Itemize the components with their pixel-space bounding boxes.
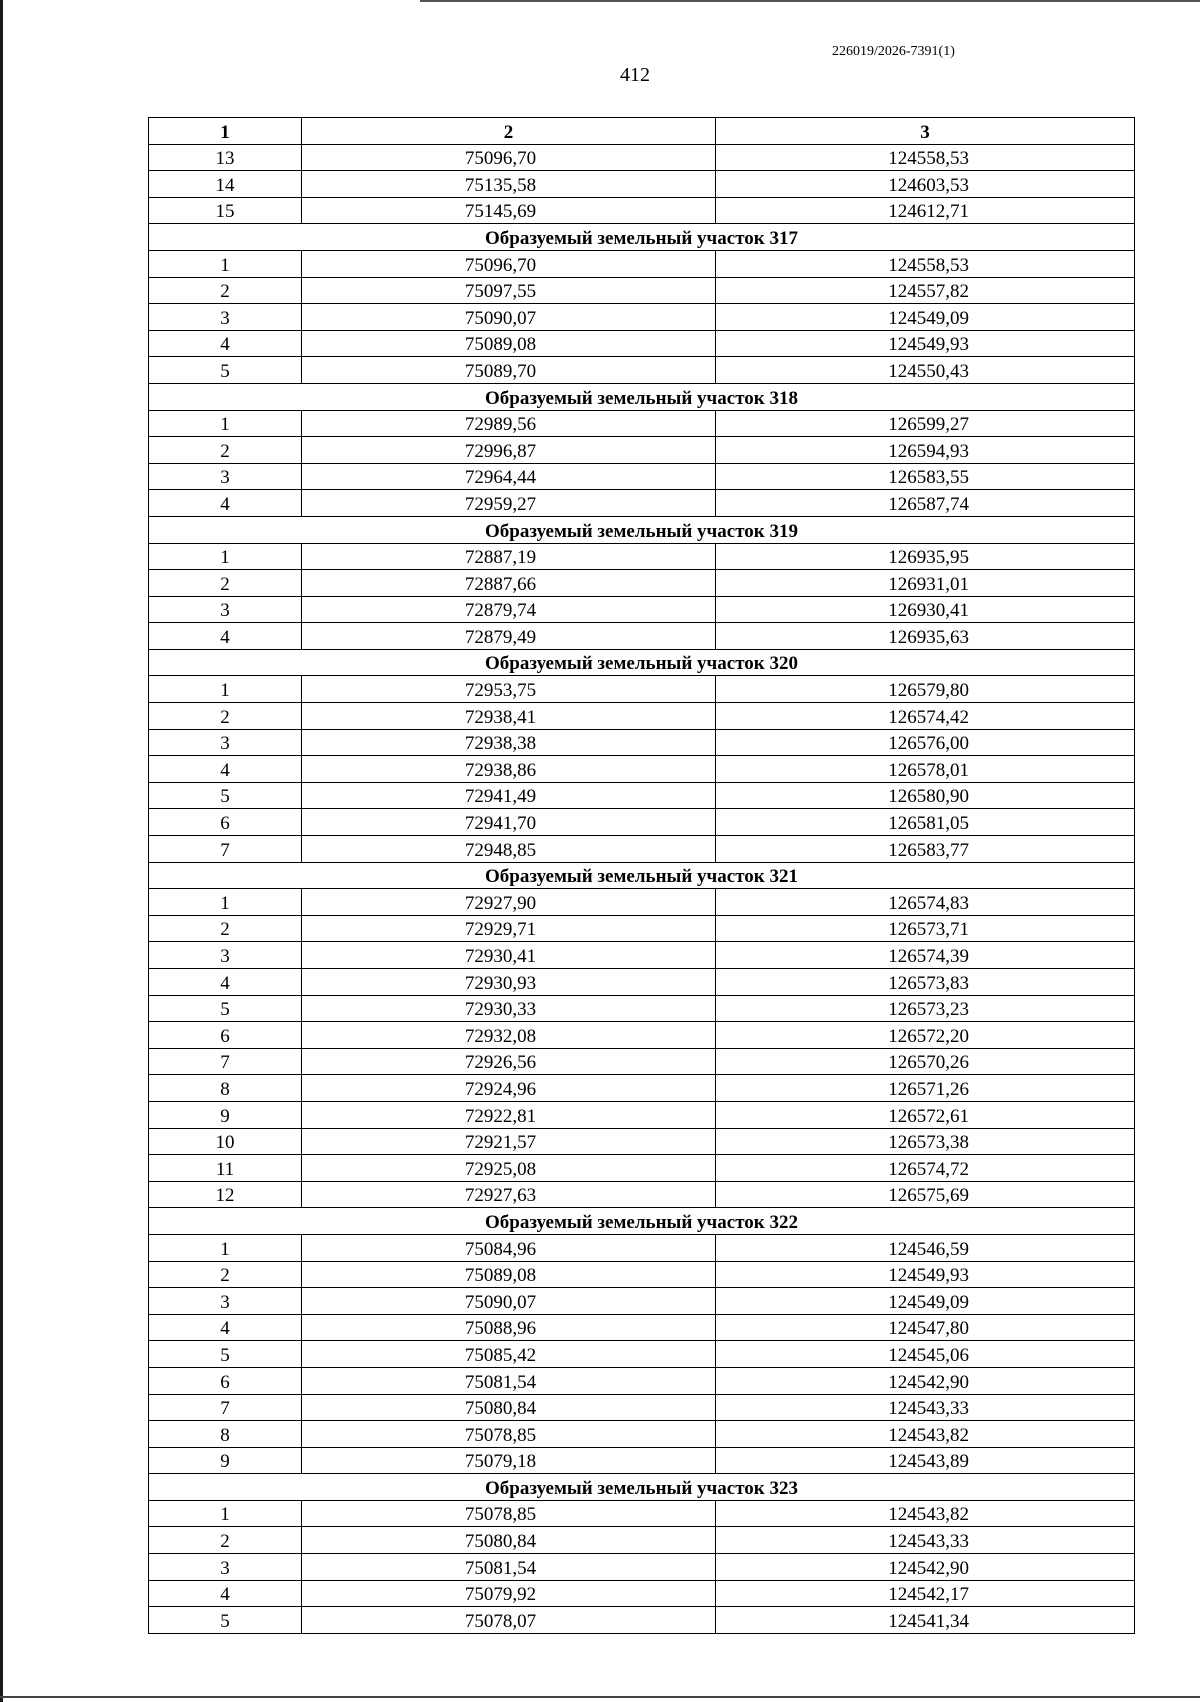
table-row	[149, 357, 1135, 384]
point-number-cell: 2	[149, 1527, 302, 1554]
y-coordinate-cell: 126576,00	[716, 729, 1135, 756]
x-coordinate-cell: 72948,85	[302, 836, 716, 863]
table-row	[149, 1048, 1135, 1075]
table-row	[149, 1261, 1135, 1288]
point-number-cell: 7	[149, 1394, 302, 1421]
x-coordinate-cell: 72938,38	[302, 729, 716, 756]
x-coordinate-cell: 72938,86	[302, 756, 716, 783]
table-row	[149, 463, 1135, 490]
x-coordinate-cell: 75085,42	[302, 1341, 716, 1368]
point-number-cell: 2	[149, 277, 302, 304]
y-coordinate-cell: 124543,33	[716, 1394, 1135, 1421]
page-number: 412	[620, 64, 650, 86]
coordinates-table	[148, 117, 1135, 1634]
table-row	[149, 490, 1135, 517]
table-row	[149, 596, 1135, 623]
table-header-row	[149, 118, 1135, 145]
y-coordinate-cell: 126930,41	[716, 596, 1135, 623]
scan-top-edge	[420, 0, 1200, 2]
y-coordinate-cell: 124558,53	[716, 250, 1135, 277]
scan-bottom-edge	[0, 1696, 1200, 1698]
table-row	[149, 1367, 1135, 1394]
header-cell-2: 2	[302, 118, 716, 145]
x-coordinate-cell: 75097,55	[302, 277, 716, 304]
y-coordinate-cell: 126571,26	[716, 1075, 1135, 1102]
point-number-cell: 5	[149, 995, 302, 1022]
point-number-cell: 5	[149, 782, 302, 809]
table-row	[149, 330, 1135, 357]
point-number-cell: 1	[149, 889, 302, 916]
y-coordinate-cell: 124543,89	[716, 1447, 1135, 1474]
table-row	[149, 915, 1135, 942]
section-header-row	[149, 649, 1135, 676]
point-number-cell: 4	[149, 756, 302, 783]
point-number-cell: 7	[149, 1048, 302, 1075]
point-number-cell: 1	[149, 676, 302, 703]
y-coordinate-cell: 124543,33	[716, 1527, 1135, 1554]
point-number-cell: 3	[149, 1288, 302, 1315]
x-coordinate-cell: 72953,75	[302, 676, 716, 703]
x-coordinate-cell: 75090,07	[302, 304, 716, 331]
header-cell-1: 1	[149, 118, 302, 145]
section-title: Образуемый земельный участок 317	[149, 224, 1135, 251]
x-coordinate-cell: 75078,07	[302, 1607, 716, 1634]
point-number-cell: 1	[149, 250, 302, 277]
y-coordinate-cell: 126570,26	[716, 1048, 1135, 1075]
point-number-cell: 2	[149, 703, 302, 730]
x-coordinate-cell: 72926,56	[302, 1048, 716, 1075]
y-coordinate-cell: 126935,95	[716, 543, 1135, 570]
table-row	[149, 1101, 1135, 1128]
x-coordinate-cell: 72930,93	[302, 969, 716, 996]
table-row	[149, 969, 1135, 996]
y-coordinate-cell: 124557,82	[716, 277, 1135, 304]
point-number-cell: 4	[149, 623, 302, 650]
point-number-cell: 1	[149, 410, 302, 437]
x-coordinate-cell: 72938,41	[302, 703, 716, 730]
point-number-cell: 2	[149, 915, 302, 942]
section-title: Образуемый земельный участок 318	[149, 383, 1135, 410]
x-coordinate-cell: 72924,96	[302, 1075, 716, 1102]
y-coordinate-cell: 126583,77	[716, 836, 1135, 863]
y-coordinate-cell: 126573,23	[716, 995, 1135, 1022]
table-row	[149, 809, 1135, 836]
x-coordinate-cell: 72996,87	[302, 437, 716, 464]
point-number-cell: 5	[149, 1341, 302, 1368]
point-number-cell: 6	[149, 1022, 302, 1049]
x-coordinate-cell: 72932,08	[302, 1022, 716, 1049]
section-title: Образуемый земельный участок 323	[149, 1474, 1135, 1501]
table-row	[149, 543, 1135, 570]
point-number-cell: 2	[149, 570, 302, 597]
table-row	[149, 703, 1135, 730]
x-coordinate-cell: 75079,92	[302, 1580, 716, 1607]
x-coordinate-cell: 75079,18	[302, 1447, 716, 1474]
y-coordinate-cell: 126574,39	[716, 942, 1135, 969]
point-number-cell: 4	[149, 969, 302, 996]
point-number-cell: 3	[149, 1554, 302, 1581]
y-coordinate-cell: 124549,93	[716, 330, 1135, 357]
point-number-cell: 9	[149, 1101, 302, 1128]
x-coordinate-cell: 75089,70	[302, 357, 716, 384]
y-coordinate-cell: 126579,80	[716, 676, 1135, 703]
point-number-cell: 1	[149, 1234, 302, 1261]
x-coordinate-cell: 75078,85	[302, 1421, 716, 1448]
y-coordinate-cell: 124546,59	[716, 1234, 1135, 1261]
point-number-cell: 4	[149, 330, 302, 357]
y-coordinate-cell: 124549,93	[716, 1261, 1135, 1288]
point-number-cell: 7	[149, 836, 302, 863]
table-row	[149, 197, 1135, 224]
y-coordinate-cell: 124543,82	[716, 1421, 1135, 1448]
table-row	[149, 1527, 1135, 1554]
section-header-row	[149, 224, 1135, 251]
point-number-cell: 1	[149, 1500, 302, 1527]
table-row	[149, 1607, 1135, 1634]
table-row	[149, 250, 1135, 277]
table-row	[149, 1421, 1135, 1448]
x-coordinate-cell: 72989,56	[302, 410, 716, 437]
point-number-cell: 3	[149, 942, 302, 969]
table-row	[149, 410, 1135, 437]
y-coordinate-cell: 126573,71	[716, 915, 1135, 942]
x-coordinate-cell: 72927,90	[302, 889, 716, 916]
point-number-cell: 6	[149, 809, 302, 836]
section-title: Образуемый земельный участок 322	[149, 1208, 1135, 1235]
table-row	[149, 623, 1135, 650]
section-header-row	[149, 1474, 1135, 1501]
table-row	[149, 1394, 1135, 1421]
y-coordinate-cell: 124612,71	[716, 197, 1135, 224]
x-coordinate-cell: 72941,49	[302, 782, 716, 809]
table-row	[149, 144, 1135, 171]
y-coordinate-cell: 126574,83	[716, 889, 1135, 916]
x-coordinate-cell: 75096,70	[302, 250, 716, 277]
y-coordinate-cell: 124542,90	[716, 1367, 1135, 1394]
x-coordinate-cell: 75084,96	[302, 1234, 716, 1261]
y-coordinate-cell: 124547,80	[716, 1314, 1135, 1341]
scan-left-edge	[0, 0, 3, 1702]
table-row	[149, 1234, 1135, 1261]
y-coordinate-cell: 124549,09	[716, 1288, 1135, 1315]
table-row	[149, 1022, 1135, 1049]
x-coordinate-cell: 72927,63	[302, 1181, 716, 1208]
y-coordinate-cell: 126935,63	[716, 623, 1135, 650]
point-number-cell: 5	[149, 1607, 302, 1634]
point-number-cell: 2	[149, 1261, 302, 1288]
table-row	[149, 1181, 1135, 1208]
x-coordinate-cell: 75089,08	[302, 1261, 716, 1288]
table-row	[149, 1341, 1135, 1368]
table-row	[149, 1580, 1135, 1607]
y-coordinate-cell: 126573,83	[716, 969, 1135, 996]
table-row	[149, 277, 1135, 304]
section-header-row	[149, 1208, 1135, 1235]
point-number-cell: 15	[149, 197, 302, 224]
point-number-cell: 10	[149, 1128, 302, 1155]
y-coordinate-cell: 124549,09	[716, 304, 1135, 331]
point-number-cell: 12	[149, 1181, 302, 1208]
table-row	[149, 171, 1135, 198]
table-row	[149, 995, 1135, 1022]
section-title: Образуемый земельный участок 319	[149, 516, 1135, 543]
point-number-cell: 14	[149, 171, 302, 198]
header-cell-3: 3	[716, 118, 1135, 145]
section-title: Образуемый земельный участок 320	[149, 649, 1135, 676]
point-number-cell: 4	[149, 490, 302, 517]
point-number-cell: 6	[149, 1367, 302, 1394]
x-coordinate-cell: 75090,07	[302, 1288, 716, 1315]
point-number-cell: 3	[149, 304, 302, 331]
table-row	[149, 437, 1135, 464]
y-coordinate-cell: 126581,05	[716, 809, 1135, 836]
point-number-cell: 11	[149, 1155, 302, 1182]
section-header-row	[149, 516, 1135, 543]
section-title: Образуемый земельный участок 321	[149, 862, 1135, 889]
x-coordinate-cell: 75081,54	[302, 1367, 716, 1394]
table-row	[149, 1447, 1135, 1474]
y-coordinate-cell: 126580,90	[716, 782, 1135, 809]
table-row	[149, 1155, 1135, 1182]
x-coordinate-cell: 75081,54	[302, 1554, 716, 1581]
y-coordinate-cell: 126578,01	[716, 756, 1135, 783]
y-coordinate-cell: 126587,74	[716, 490, 1135, 517]
table-row	[149, 1128, 1135, 1155]
point-number-cell: 3	[149, 729, 302, 756]
y-coordinate-cell: 126573,38	[716, 1128, 1135, 1155]
table-row	[149, 729, 1135, 756]
point-number-cell: 1	[149, 543, 302, 570]
document-reference: 226019/2026-7391(1)	[832, 44, 955, 59]
y-coordinate-cell: 126599,27	[716, 410, 1135, 437]
point-number-cell: 13	[149, 144, 302, 171]
y-coordinate-cell: 126574,72	[716, 1155, 1135, 1182]
x-coordinate-cell: 72922,81	[302, 1101, 716, 1128]
x-coordinate-cell: 72930,33	[302, 995, 716, 1022]
y-coordinate-cell: 124543,82	[716, 1500, 1135, 1527]
x-coordinate-cell: 75080,84	[302, 1394, 716, 1421]
x-coordinate-cell: 75096,70	[302, 144, 716, 171]
section-header-row	[149, 862, 1135, 889]
point-number-cell: 3	[149, 596, 302, 623]
point-number-cell: 9	[149, 1447, 302, 1474]
x-coordinate-cell: 75145,69	[302, 197, 716, 224]
x-coordinate-cell: 75080,84	[302, 1527, 716, 1554]
y-coordinate-cell: 124545,06	[716, 1341, 1135, 1368]
y-coordinate-cell: 126574,42	[716, 703, 1135, 730]
table-row	[149, 1314, 1135, 1341]
y-coordinate-cell: 124542,17	[716, 1580, 1135, 1607]
x-coordinate-cell: 75078,85	[302, 1500, 716, 1527]
table-row	[149, 889, 1135, 916]
point-number-cell: 3	[149, 463, 302, 490]
x-coordinate-cell: 72925,08	[302, 1155, 716, 1182]
x-coordinate-cell: 72941,70	[302, 809, 716, 836]
x-coordinate-cell: 75089,08	[302, 330, 716, 357]
point-number-cell: 2	[149, 437, 302, 464]
x-coordinate-cell: 72879,49	[302, 623, 716, 650]
y-coordinate-cell: 124550,43	[716, 357, 1135, 384]
table-row	[149, 570, 1135, 597]
table-row	[149, 1554, 1135, 1581]
point-number-cell: 8	[149, 1421, 302, 1448]
table-row	[149, 1288, 1135, 1315]
point-number-cell: 4	[149, 1580, 302, 1607]
table-row	[149, 304, 1135, 331]
y-coordinate-cell: 126575,69	[716, 1181, 1135, 1208]
x-coordinate-cell: 72879,74	[302, 596, 716, 623]
y-coordinate-cell: 124558,53	[716, 144, 1135, 171]
section-header-row	[149, 383, 1135, 410]
y-coordinate-cell: 126931,01	[716, 570, 1135, 597]
table-row	[149, 836, 1135, 863]
coordinates-table-body	[149, 118, 1135, 1634]
table-row	[149, 942, 1135, 969]
table-row	[149, 1075, 1135, 1102]
x-coordinate-cell: 75135,58	[302, 171, 716, 198]
x-coordinate-cell: 72930,41	[302, 942, 716, 969]
point-number-cell: 5	[149, 357, 302, 384]
x-coordinate-cell: 72929,71	[302, 915, 716, 942]
x-coordinate-cell: 72921,57	[302, 1128, 716, 1155]
y-coordinate-cell: 124603,53	[716, 171, 1135, 198]
x-coordinate-cell: 75088,96	[302, 1314, 716, 1341]
y-coordinate-cell: 126572,61	[716, 1101, 1135, 1128]
x-coordinate-cell: 72887,66	[302, 570, 716, 597]
y-coordinate-cell: 126583,55	[716, 463, 1135, 490]
y-coordinate-cell: 124541,34	[716, 1607, 1135, 1634]
point-number-cell: 8	[149, 1075, 302, 1102]
point-number-cell: 4	[149, 1314, 302, 1341]
y-coordinate-cell: 126572,20	[716, 1022, 1135, 1049]
table-row	[149, 782, 1135, 809]
y-coordinate-cell: 124542,90	[716, 1554, 1135, 1581]
table-row	[149, 676, 1135, 703]
table-row	[149, 756, 1135, 783]
x-coordinate-cell: 72964,44	[302, 463, 716, 490]
table-row	[149, 1500, 1135, 1527]
y-coordinate-cell: 126594,93	[716, 437, 1135, 464]
x-coordinate-cell: 72887,19	[302, 543, 716, 570]
x-coordinate-cell: 72959,27	[302, 490, 716, 517]
